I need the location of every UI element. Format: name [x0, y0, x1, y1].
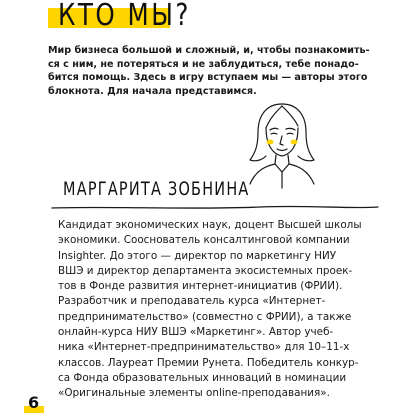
bio-line: Разработчик и преподаватель курса «Интернет-	[58, 295, 326, 308]
bio-line: «Оригинальные элементы online-преподавания».	[58, 387, 330, 400]
bio-line: экономики. Сооснователь консалтинговой компании	[58, 234, 350, 247]
intro-paragraph	[48, 44, 378, 98]
bio-line: онлайн-курса НИУ ВШЭ «Маркетинг». Автор учеб-	[58, 326, 334, 339]
bio-line: Insighter. До этого — директор по маркетингу НИУ	[58, 249, 337, 262]
intro-line: ся с ним, не потеряться и не заблудиться, тебе понадо-	[48, 58, 359, 70]
page-title: КТО МЫ?	[58, 0, 191, 33]
name-underline	[50, 202, 380, 214]
bio-line: са Фонда образовательных инноваций в номинации	[58, 371, 347, 384]
author-bio	[58, 218, 388, 402]
woman-portrait-illustration	[236, 98, 332, 194]
bio-line: ВШЭ и директор департамента экосистемных проек-	[58, 264, 353, 277]
author-name: МАРГАРИТА ЗОБНИНА	[63, 179, 250, 200]
intro-line: Мир бизнеса большой и сложный, и, чтобы познакомить-	[48, 45, 370, 56]
intro-line: блокнота. Для начала представимся.	[48, 85, 257, 97]
bio-line: ника «Интернет-предпринимательство» для 10–11-х	[58, 341, 350, 354]
bio-line: классов. Лауреат Премии Рунета. Победитель конкур-	[58, 356, 359, 369]
bio-line: Кандидат экономических наук, доцент Высшей школы	[58, 219, 362, 231]
bio-line: тов в Фонде развития интернет-инициатив (ФРИИ).	[58, 280, 343, 293]
bio-line: предпринимательство» (совместно с ФРИИ), а также	[58, 310, 352, 323]
intro-line: бится помощь. Здесь в игру вступаем мы — авторы этого	[48, 72, 368, 84]
page-number: 6	[28, 393, 40, 412]
